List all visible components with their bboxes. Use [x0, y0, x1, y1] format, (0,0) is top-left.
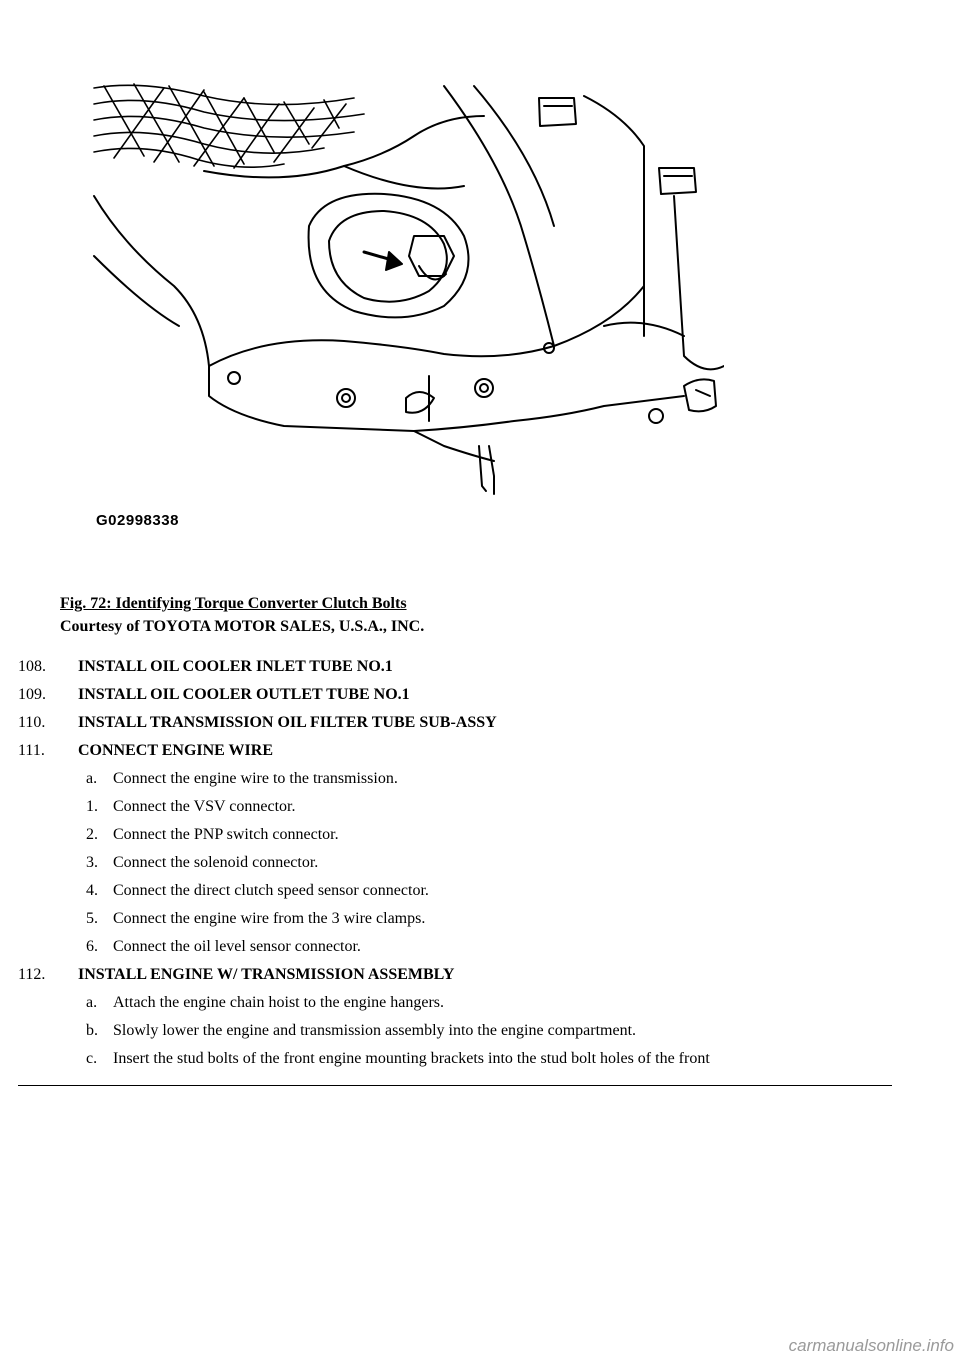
substep-marker: 2.	[86, 826, 98, 843]
substep-text: Connect the PNP switch connector.	[113, 826, 339, 843]
step-number: 112.	[18, 966, 46, 983]
page-divider	[18, 1085, 892, 1086]
step-number: 110.	[18, 714, 46, 731]
substep-marker: b.	[86, 1022, 98, 1039]
step-number: 108.	[18, 658, 46, 675]
step-number: 111.	[18, 742, 45, 759]
substep-text: Insert the stud bolts of the front engine mounting brackets into the stud bolt holes of the front	[113, 1050, 710, 1067]
substep	[0, 937, 940, 957]
substep-marker: c.	[86, 1050, 98, 1067]
figure-torque-converter-bolts	[84, 76, 724, 556]
step-number: 109.	[18, 686, 46, 703]
substep-text: Connect the oil level sensor connector.	[113, 938, 361, 955]
figure-code-label: G02998338	[96, 512, 179, 529]
substep-marker: 5.	[86, 910, 98, 927]
substep-text: Connect the engine wire from the 3 wire clamps.	[113, 910, 426, 927]
substep	[0, 1021, 940, 1041]
substep-text: Attach the engine chain hoist to the engine hangers.	[113, 994, 445, 1011]
substep	[0, 825, 940, 845]
hatch-pattern	[94, 84, 364, 168]
substep-marker: 1.	[86, 798, 98, 815]
substep-text: Connect the engine wire to the transmission.	[113, 770, 398, 787]
substep	[0, 797, 940, 817]
substep	[0, 993, 940, 1013]
step-title: CONNECT ENGINE WIRE	[78, 742, 274, 759]
step-heading	[0, 685, 940, 705]
step-heading	[0, 965, 940, 985]
watermark: carmanualsonline.info	[788, 1336, 954, 1355]
substep-marker: a.	[86, 994, 98, 1011]
substep	[0, 769, 940, 789]
step-heading	[0, 741, 940, 761]
substep	[0, 1049, 940, 1069]
figure-credit: Courtesy of TOYOTA MOTOR SALES, U.S.A., INC.	[60, 618, 425, 635]
substep	[0, 909, 940, 929]
substep	[0, 853, 940, 873]
substep-marker: 4.	[86, 882, 98, 899]
step-title: INSTALL ENGINE W/ TRANSMISSION ASSEMBLY	[78, 966, 455, 983]
substep-marker: 6.	[86, 938, 98, 955]
step-heading	[0, 657, 940, 677]
substep-text: Connect the VSV connector.	[113, 798, 296, 815]
step-heading	[0, 713, 940, 733]
step-title: INSTALL OIL COOLER OUTLET TUBE NO.1	[78, 686, 410, 703]
substep-text: Slowly lower the engine and transmission assembly into the engine compartment.	[113, 1022, 637, 1039]
step-title: INSTALL TRANSMISSION OIL FILTER TUBE SUB-ASSY	[78, 714, 497, 731]
figure-title: Fig. 72: Identifying Torque Converter Clutch Bolts	[60, 595, 407, 612]
step-title: INSTALL OIL COOLER INLET TUBE NO.1	[78, 658, 393, 675]
substep-text: Connect the solenoid connector.	[113, 854, 319, 871]
substep	[0, 881, 940, 901]
substep-text: Connect the direct clutch speed sensor connector.	[113, 882, 429, 899]
substep-marker: 3.	[86, 854, 98, 871]
substep-marker: a.	[86, 770, 98, 787]
